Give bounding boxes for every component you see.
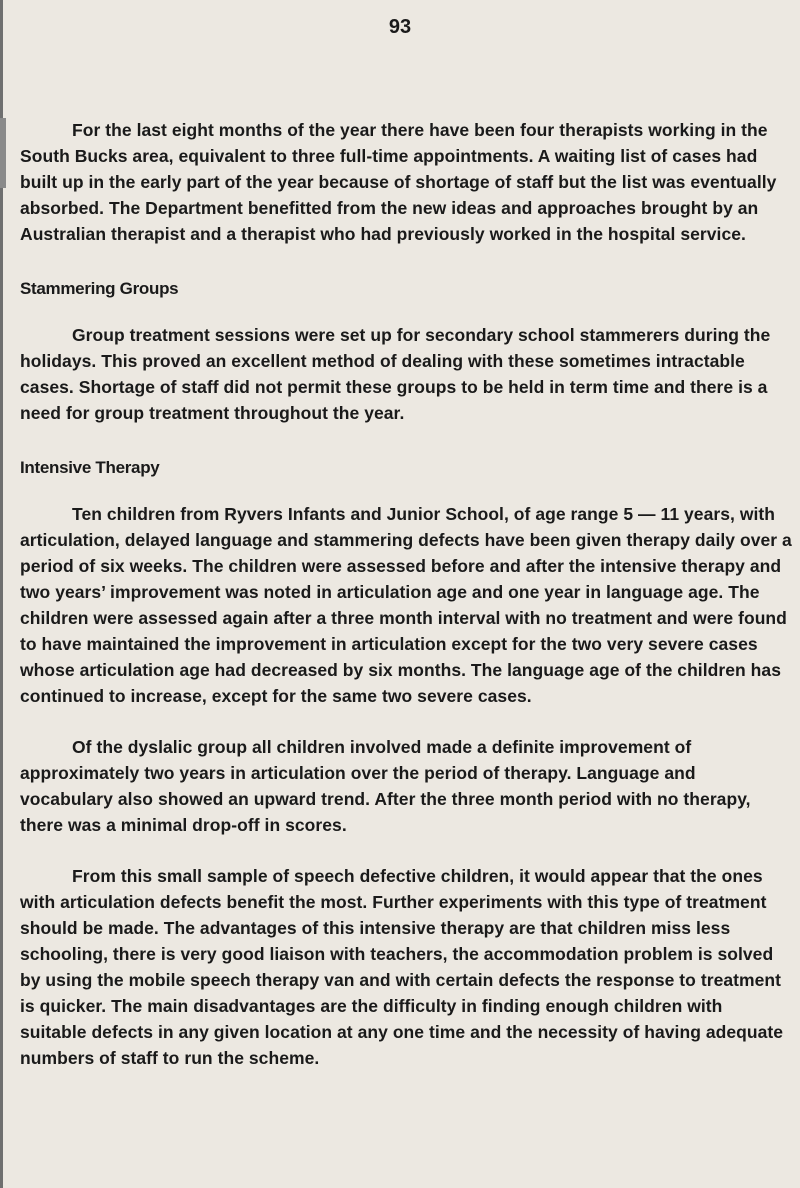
intensive-therapy-paragraph-2: Of the dyslalic group all children involved made a definite improvement of approximately two years in articulation over the period of therapy. Language and vocabulary also showed an upward trend. After the three month period with no therapy, there was a minimal drop-off in scores. bbox=[20, 737, 751, 835]
scan-edge-mark bbox=[0, 118, 6, 188]
intensive-therapy-paragraph-1: Ten children from Ryvers Infants and Junior School, of age range 5 — 11 years, with articulation, delayed language and stammering defects have been given therapy daily over a period of six weeks. The children were assessed before and after the intensive therapy and two years’ improvement was noted in articulation age and one year in language age. The children were assessed again after a three month interval with no treatment and were found to have maintained the improvement in articulation except for the two very severe cases whose articulation age had decreased by six months. The language age of the children has continued to increase, except for the same two severe cases. bbox=[20, 504, 792, 706]
intensive-therapy-paragraph-3: From this small sample of speech defective children, it would appear that the ones with articulation defects benefit the most. Further experiments with this type of treatment should be made. The advantages of this intensive therapy are that children miss less schooling, there is very good liaison with teachers, the accommodation problem is solved by using the mobile speech therapy van and with certain defects the response to treatment is quicker. The main disadvantages are the difficulty in finding enough children with suitable defects in any given location at any one time and the necessity of having adequate numbers of staff to run the scheme. bbox=[20, 866, 784, 1068]
intensive-therapy-heading: Intensive Therapy bbox=[20, 458, 160, 477]
page-number: 93 bbox=[388, 16, 412, 38]
intro-paragraph: For the last eight months of the year there have been four therapists working in the South Bucks area, equivalent to three full-time appointments. A waiting list of cases had built up in the early part of the year because of shortage of staff but the list was eventually absorbed. The Department benefitted from the new ideas and approaches brought by an Australian therapist and a therapist who had previously worked in the hospital service. bbox=[20, 120, 777, 244]
page-body bbox=[20, 117, 792, 1071]
stammering-groups-heading: Stammering Groups bbox=[20, 279, 179, 298]
stammering-groups-paragraph: Group treatment sessions were set up for secondary school stammerers during the holidays. This proved an excellent method of dealing with these sometimes intractable cases. Shortage of staff did not permit these groups to be held in term time and there is a need for group treatment throughout the year. bbox=[20, 325, 771, 423]
